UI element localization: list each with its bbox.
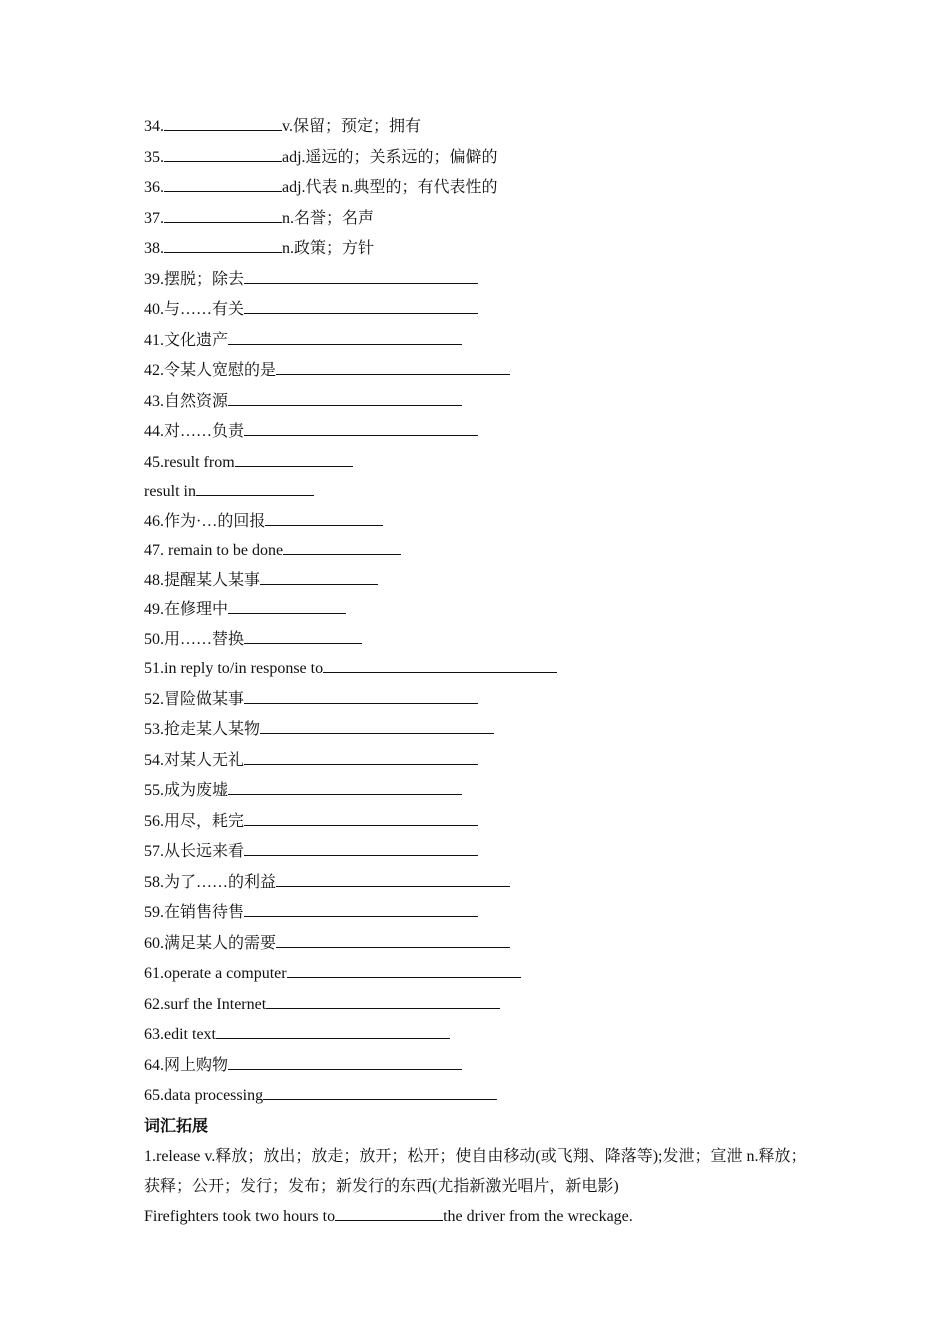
example-text-after: the driver from the wreckage. <box>443 1207 633 1225</box>
vocab-item <box>144 356 824 387</box>
vocab-item <box>144 566 824 596</box>
answer-blank[interactable] <box>164 147 282 162</box>
vocab-item-prompt: 59.在销售待售 <box>144 904 245 921</box>
vocab-item <box>144 1051 824 1082</box>
vocab-item <box>144 654 824 685</box>
vocab-item-prompt: 64.网上购物 <box>144 1056 229 1074</box>
vocab-item <box>144 112 824 143</box>
vocab-item-prompt: 61.operate a computer <box>144 965 287 982</box>
answer-blank[interactable] <box>228 330 462 345</box>
vocab-item <box>144 595 824 625</box>
answer-blank[interactable] <box>228 391 462 406</box>
answer-blank[interactable] <box>283 540 401 555</box>
vocab-item-prompt: 44.对……负责 <box>144 423 245 440</box>
answer-blank[interactable] <box>266 994 500 1009</box>
vocab-item-prompt: 41.文化遗产 <box>144 331 229 349</box>
vocab-item-prompt: 51.in reply to/in response to <box>144 660 324 677</box>
vocab-item-prompt: 62.surf the Internet <box>144 995 267 1013</box>
vocab-item <box>144 929 824 960</box>
example-sentence <box>144 1202 824 1233</box>
answer-blank[interactable] <box>244 902 478 917</box>
vocab-item-prompt: 38. <box>144 240 164 257</box>
vocab-item-meaning: adj.遥远的；关系远的；偏僻的 <box>282 148 498 166</box>
vocab-item-prompt: 43.自然资源 <box>144 392 229 410</box>
answer-blank[interactable] <box>335 1206 443 1221</box>
vocab-item-prompt: 34. <box>144 118 164 135</box>
vocab-item-prompt: 37. <box>144 209 164 227</box>
vocab-item <box>144 625 824 655</box>
vocab-item-meaning: adj.代表 n.典型的；有代表性的 <box>282 179 498 196</box>
vocab-item <box>144 536 824 566</box>
worksheet-page <box>144 112 824 1232</box>
answer-blank[interactable] <box>216 1024 450 1039</box>
vocab-item <box>144 387 824 418</box>
answer-blank[interactable] <box>235 452 353 467</box>
vocab-item <box>144 507 824 537</box>
vocab-item-prompt: 49.在修理中 <box>144 601 229 618</box>
expansion-entry: 1.release v.释放；放出；放走；放开；松开；使自由移动(或飞翔、降落等);发泄；宣泄 n.释放；获释；公开；发行；发布；新发行的东西(尤指新激光唱片，新电影) <box>144 1147 807 1195</box>
vocab-item-meaning: n.名誉；名声 <box>282 209 375 227</box>
vocab-item-prompt: 54.对某人无礼 <box>144 751 245 769</box>
vocab-item <box>144 204 824 235</box>
answer-blank[interactable] <box>244 689 478 704</box>
example-text-before: Firefighters took two hours to <box>144 1207 336 1225</box>
section-heading: 词汇拓展 <box>144 1117 209 1135</box>
answer-blank[interactable] <box>164 116 282 131</box>
vocab-item-prompt: 65.data processing <box>144 1087 264 1104</box>
vocab-item <box>144 417 824 448</box>
vocab-item <box>144 776 824 807</box>
vocab-item <box>144 807 824 838</box>
answer-blank[interactable] <box>323 658 557 673</box>
vocabulary-list <box>144 112 824 1112</box>
vocab-item-prompt: 63.edit text <box>144 1026 216 1043</box>
answer-blank[interactable] <box>244 629 362 644</box>
answer-blank[interactable] <box>276 360 510 375</box>
answer-blank[interactable] <box>244 750 478 765</box>
vocab-item <box>144 234 824 265</box>
vocab-item-meaning: n.政策；方针 <box>282 240 375 257</box>
answer-blank[interactable] <box>196 481 314 496</box>
answer-blank[interactable] <box>244 299 478 314</box>
answer-blank[interactable] <box>228 780 462 795</box>
vocab-item-prompt: 39.摆脱；除去 <box>144 270 245 288</box>
answer-blank[interactable] <box>164 238 282 253</box>
answer-blank[interactable] <box>263 1085 497 1100</box>
answer-blank[interactable] <box>260 570 378 585</box>
vocab-item-prompt: 40.与……有关 <box>144 301 245 318</box>
vocab-item-prompt: 52.冒险做某事 <box>144 690 245 708</box>
vocab-item <box>144 959 824 990</box>
answer-blank[interactable] <box>164 208 282 223</box>
vocab-item-prompt: 46.作为·…的回报 <box>144 512 266 530</box>
vocab-item <box>144 295 824 326</box>
vocab-item-prompt: 57.从长远来看 <box>144 843 245 860</box>
answer-blank[interactable] <box>276 872 510 887</box>
vocab-item-prompt: 60.满足某人的需要 <box>144 934 277 952</box>
vocab-item <box>144 746 824 777</box>
answer-blank[interactable] <box>244 269 478 284</box>
vocab-item <box>144 173 824 204</box>
answer-blank[interactable] <box>244 421 478 436</box>
vocab-item-prompt: 53.抢走某人某物 <box>144 721 261 738</box>
answer-blank[interactable] <box>244 841 478 856</box>
vocab-item-prompt: 42.令某人宽慰的是 <box>144 362 277 379</box>
vocab-item <box>144 898 824 929</box>
vocab-item <box>144 990 824 1021</box>
vocab-item <box>144 1020 824 1051</box>
vocab-item-prompt: 50.用……替换 <box>144 630 245 648</box>
vocab-item <box>144 326 824 357</box>
vocab-item <box>144 143 824 174</box>
vocab-item <box>144 868 824 899</box>
answer-blank[interactable] <box>228 1055 462 1070</box>
vocab-item <box>144 715 824 746</box>
answer-blank[interactable] <box>228 599 346 614</box>
answer-blank[interactable] <box>260 719 494 734</box>
answer-blank[interactable] <box>244 811 478 826</box>
vocab-item <box>144 685 824 716</box>
vocab-item-prompt: 55.成为废墟 <box>144 782 229 799</box>
vocab-item-prompt: 58.为了……的利益 <box>144 873 277 891</box>
vocab-item-prompt: 36. <box>144 179 164 196</box>
vocab-item <box>144 448 824 478</box>
vocab-item-meaning: v.保留；预定；拥有 <box>282 118 421 135</box>
answer-blank[interactable] <box>265 511 383 526</box>
answer-blank[interactable] <box>164 177 282 192</box>
vocab-item-prompt: 35. <box>144 148 164 166</box>
vocab-item <box>144 1081 824 1112</box>
vocab-item <box>144 265 824 296</box>
answer-blank[interactable] <box>276 933 510 948</box>
vocab-item-prompt: 56.用尽，耗完 <box>144 812 245 830</box>
vocab-item-prompt: 48.提醒某人某事 <box>144 571 261 589</box>
vocab-item-prompt: 47. remain to be done <box>144 542 284 559</box>
vocab-item <box>144 477 824 507</box>
vocab-item <box>144 837 824 868</box>
answer-blank[interactable] <box>287 963 521 978</box>
vocab-item-prompt: result in <box>144 483 196 500</box>
vocab-item-prompt: 45.result from <box>144 453 235 471</box>
